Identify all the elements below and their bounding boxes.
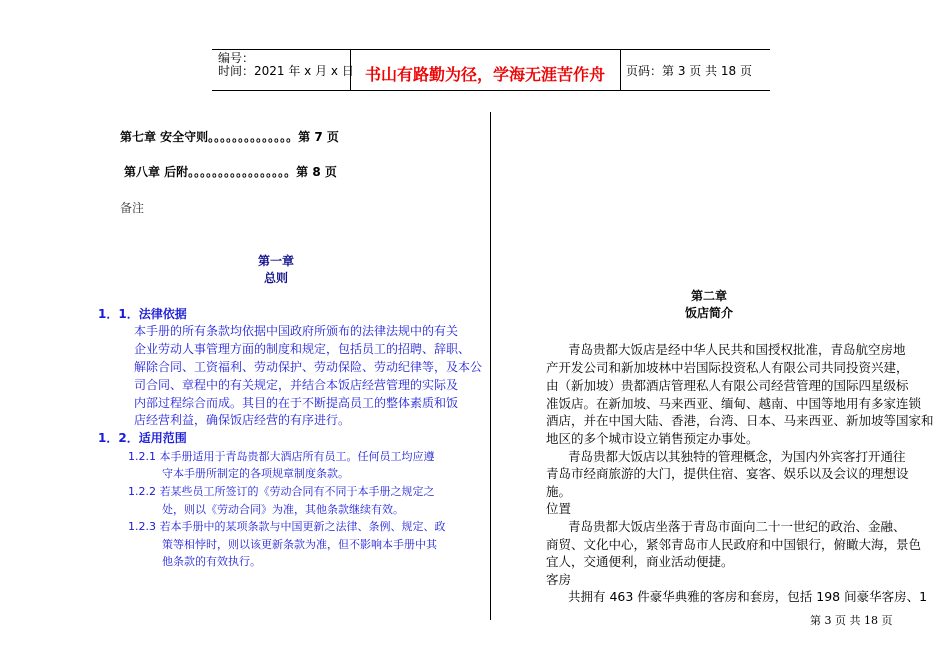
header-bottom-rule (212, 90, 770, 91)
management-paragraph-line: 施。 (546, 484, 572, 499)
note-label: 备注 (120, 201, 145, 215)
header-time-label: 时间：2021 年 x 月 x 日 (218, 64, 354, 78)
intro-paragraph-line: 酒店，并在中国大陆、香港，台湾、日本、马来西亚、新加坡等国家和 (546, 413, 934, 428)
intro-paragraph-line: 产开发公司和新加坡林中岩国际投资私人有限公司共同投资兴建， (546, 360, 909, 375)
section-1-1-line: 内部过程综合而成。其目的在于不断提高员工的整体素质和饭 (134, 396, 459, 410)
location-paragraph-line: 青岛贵都大饭店坐落于青岛市面向二十一世纪的政治、金融、 (568, 519, 906, 534)
section-1-1-line: 司合同、章程中的有关规定，并结合本饭店经营管理的实际及 (134, 378, 459, 392)
management-paragraph-line: 青岛贵都大饭店以其独特的管理概念，为国内外宾客打开通往 (568, 449, 906, 464)
management-paragraph-line: 青岛市经商旅游的大门，提供住宿、宴客、娱乐以及会议的理想设 (546, 466, 909, 481)
item-1-2-3-line: 1.2.3 若本手册中的某项条款与中国更新之法律、条例、规定、政 (128, 520, 446, 533)
location-paragraph-line: 宜人，交通便利，商业活动便捷。 (546, 554, 734, 569)
section-1-1-line: 企业劳动人事管理方面的制度和规定，包括员工的招聘、辞职、 (134, 342, 471, 356)
section-1-1-line: 店经营利益，确保饭店经营的有序进行。 (134, 413, 351, 427)
section-1-1-line: 本手册的所有条款均依据中国政府所颁布的法律法规中的有关 (134, 324, 459, 338)
location-label: 位置 (546, 501, 572, 516)
page-column-separator (490, 112, 491, 620)
header-divider-2 (620, 49, 621, 90)
header-top-rule (212, 49, 770, 50)
header-page-label: 页码：第 3 页 共 18 页 (626, 64, 752, 78)
toc-chapter-8: 第八章 后附。。。。。。。。。。。。。。。。。第 8 页 (124, 165, 337, 179)
item-1-2-2-line: 处，则以《劳动合同》为准，其他条款继续有效。 (162, 503, 404, 516)
item-1-2-3-line: 策等相悖时，则以该更新条款为准，但不影响本手册中其 (162, 538, 437, 551)
header-slogan: 书山有路勤为径，学海无涯苦作舟 (364, 65, 605, 84)
item-1-2-2-line: 1.2.2 若某些员工所签订的《劳动合同有不同于本手册之规定之 (128, 485, 435, 498)
header-number-label: 编号： (218, 51, 255, 65)
intro-paragraph-line: 青岛贵都大饭店是经中华人民共和国授权批准，青岛航空房地 (568, 342, 906, 357)
item-1-2-3-line: 他条款的有效执行。 (162, 555, 261, 568)
location-paragraph-line: 商贸、文化中心，紧邻青岛市人民政府和中国银行，俯瞰大海，景色 (546, 537, 922, 552)
section-1-1-line: 解除合同、工资福利、劳动保护、劳动保险、劳动纪律等，及本公 (134, 360, 483, 374)
intro-paragraph-line: 准饭店。在新加坡、马来西亚、缅甸、越南、中国等地用有多家连锁 (546, 396, 922, 411)
footer-page-number: 第 3 页 共 18 页 (810, 614, 893, 627)
rooms-paragraph-line: 共拥有 463 件豪华典雅的客房和套房，包括 198 间豪华客房、1 (568, 589, 928, 604)
item-1-2-1-line: 1.2.1 本手册适用于青岛贵都大酒店所有员工。任何员工均应遵 (128, 450, 435, 463)
section-1-1-heading: 1．1．法律依据 (98, 307, 187, 321)
toc-chapter-7: 第七章 安全守则。。。。。。。。。。。。。。第 7 页 (120, 130, 339, 144)
chapter-2-title: 第二章 (690, 289, 727, 303)
chapter-1-subtitle: 总则 (263, 271, 288, 285)
chapter-1-title: 第一章 (257, 254, 294, 268)
chapter-2-subtitle: 饭店简介 (684, 306, 733, 320)
section-1-2-heading: 1．2．适用范围 (98, 431, 187, 445)
rooms-label: 客房 (546, 572, 572, 587)
item-1-2-1-line: 守本手册所制定的各项规章制度条款。 (162, 467, 349, 480)
intro-paragraph-line: 地区的多个城市设立销售预定办事处。 (546, 431, 759, 446)
intro-paragraph-line: 由（新加坡）贵都酒店管理私人有限公司经营管理的国际四星级标 (546, 378, 909, 393)
